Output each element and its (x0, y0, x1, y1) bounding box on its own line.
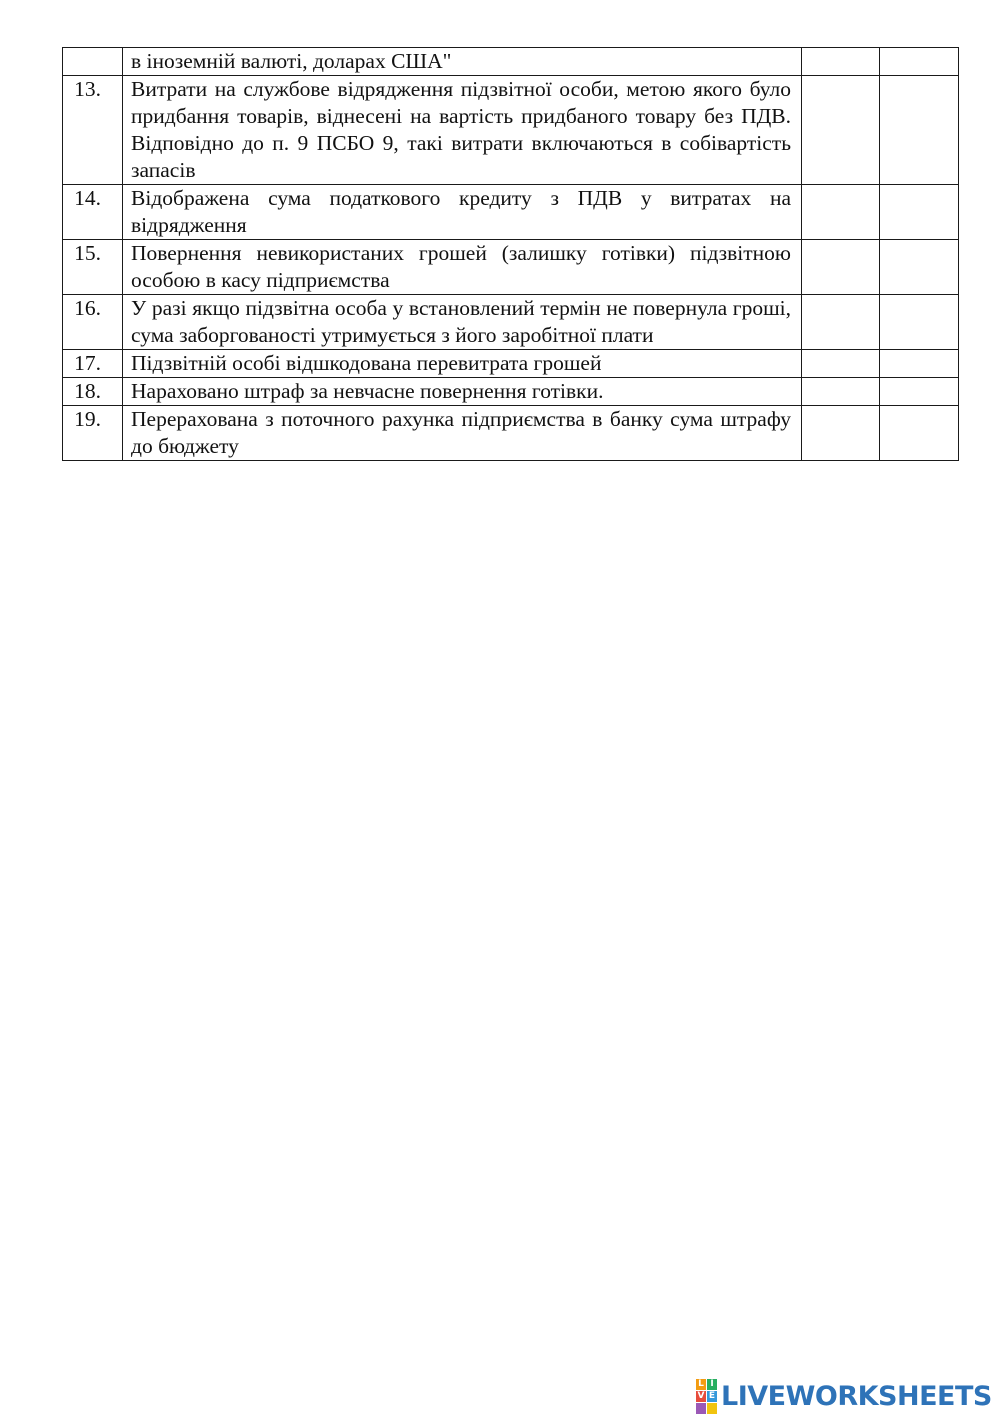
operations-table-body (63, 48, 959, 461)
debit-answer-cell[interactable] (802, 185, 880, 240)
operation-description: Повернення невикористаних грошей (залишку готівки) підзвітною особою в касу підприємства (123, 240, 802, 295)
debit-answer-cell[interactable] (802, 295, 880, 350)
row-number: 15. (74, 241, 101, 265)
logo-mark-square: V (697, 1390, 705, 1401)
logo-mark-square: I (707, 1379, 717, 1390)
table-row (63, 295, 959, 350)
table-row (63, 240, 959, 295)
row-number: 14. (74, 186, 101, 210)
logo-mark-square: E (708, 1390, 716, 1401)
row-number-cell (63, 406, 123, 461)
operation-description: Підзвітній особі відшкодована перевитрата грошей (123, 350, 802, 378)
credit-answer-cell[interactable] (880, 406, 959, 461)
operation-description: Витрати на службове відрядження підзвітної особи, метою якого було придбання товарів, віднесені на вартість придбаного товару без ПДВ. Відповідно до п. 9 ПСБО 9, такі витрати включаються в собівартість запасів (123, 76, 802, 185)
credit-answer-cell[interactable] (880, 295, 959, 350)
table-row (63, 185, 959, 240)
row-number: 18. (74, 379, 101, 403)
row-number: 17. (74, 351, 101, 375)
table-row (63, 350, 959, 378)
row-number-cell (63, 48, 123, 76)
credit-answer-cell[interactable] (880, 378, 959, 406)
liveworksheets-logo-icon (696, 1379, 717, 1414)
row-number-cell (63, 350, 123, 378)
liveworksheets-logo (696, 1378, 992, 1414)
row-number-cell (63, 378, 123, 406)
logo-mark-square (707, 1403, 717, 1414)
row-number: 19. (74, 407, 101, 431)
table-row (63, 76, 959, 185)
row-number-cell (63, 240, 123, 295)
operation-description: Перерахована з поточного рахунка підприємства в банку сума штрафу до бюджету (123, 406, 802, 461)
debit-answer-cell[interactable] (802, 350, 880, 378)
debit-answer-cell[interactable] (802, 378, 880, 406)
credit-answer-cell[interactable] (880, 76, 959, 185)
operation-description: Нараховано штраф за невчасне повернення готівки. (123, 378, 802, 406)
logo-mark-square (696, 1403, 706, 1414)
credit-answer-cell[interactable] (880, 350, 959, 378)
operation-description: У разі якщо підзвітна особа у встановлений термін не повернула гроші, сума заборгованості утримується з його заробітної плати (123, 295, 802, 350)
operation-description: в іноземній валюті, доларах США" (123, 48, 802, 76)
debit-answer-cell[interactable] (802, 406, 880, 461)
row-number: 16. (74, 296, 101, 320)
table-row (63, 378, 959, 406)
operation-description: Відображена сума податкового кредиту з ПДВ у витратах на відрядження (123, 185, 802, 240)
row-number-cell (63, 185, 123, 240)
operations-table (62, 47, 959, 461)
table-row (63, 48, 959, 76)
debit-answer-cell[interactable] (802, 48, 880, 76)
liveworksheets-logo-text: LIVEWORKSHEETS (721, 1380, 992, 1412)
row-number-cell (63, 76, 123, 185)
row-number: 13. (74, 77, 101, 101)
row-number-cell (63, 295, 123, 350)
debit-answer-cell[interactable] (802, 240, 880, 295)
credit-answer-cell[interactable] (880, 240, 959, 295)
debit-answer-cell[interactable] (802, 76, 880, 185)
table-row (63, 406, 959, 461)
credit-answer-cell[interactable] (880, 48, 959, 76)
credit-answer-cell[interactable] (880, 185, 959, 240)
logo-mark-square: L (696, 1379, 706, 1390)
